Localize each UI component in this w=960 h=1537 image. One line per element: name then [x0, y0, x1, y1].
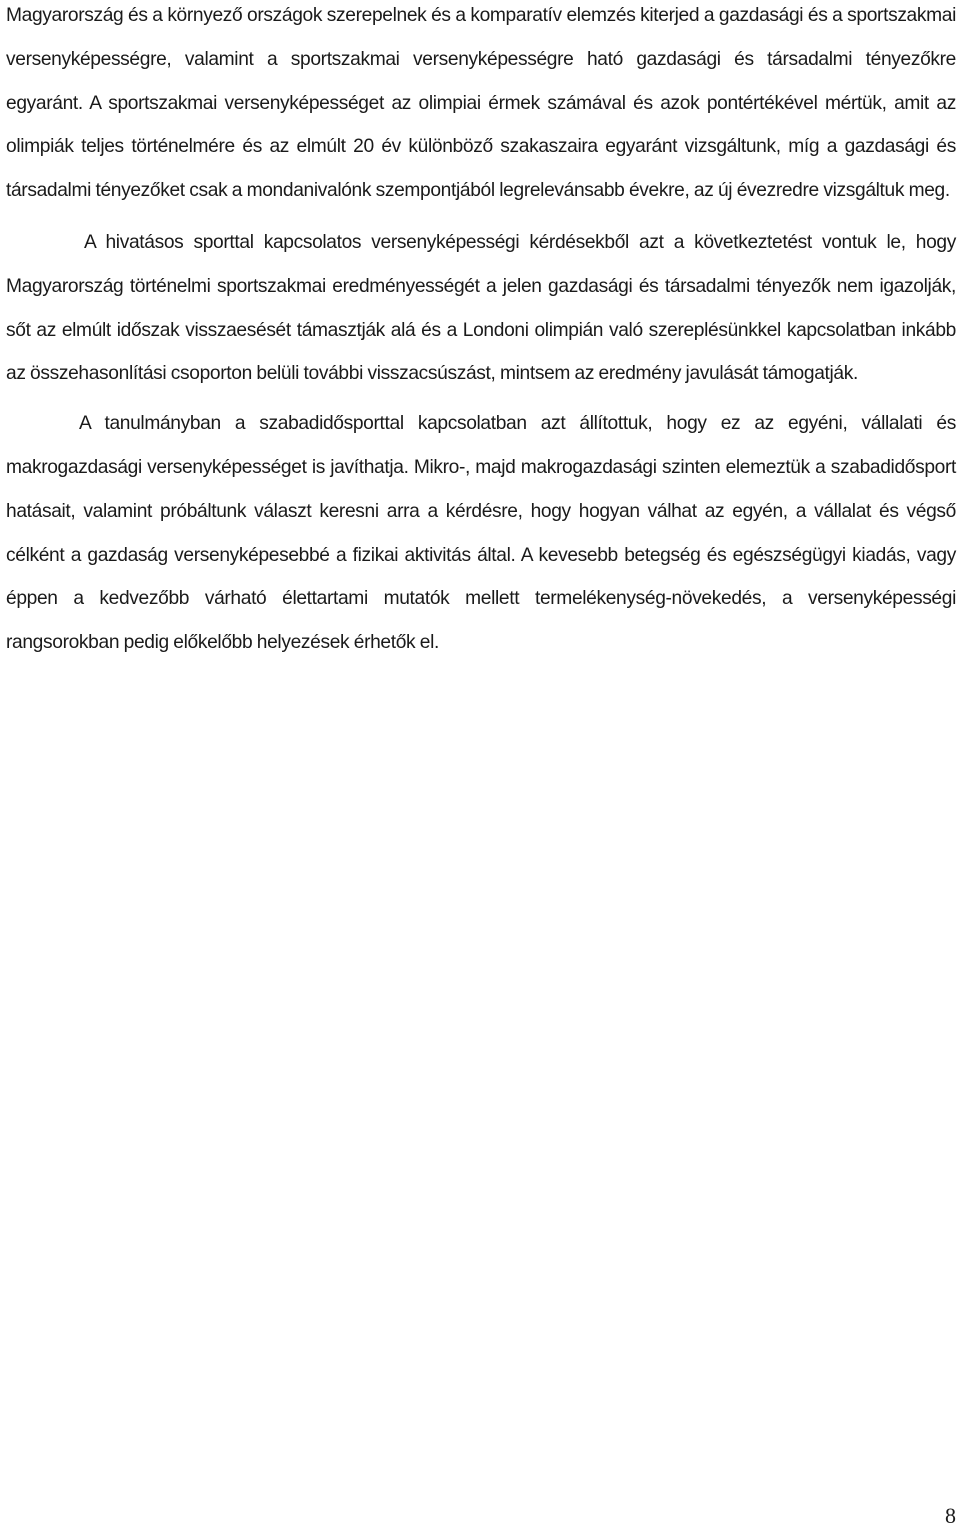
paragraph-2: A hivatásos sporttal kapcsolatos versenyképességi kérdésekből azt a következtetést vontuk le, hogy Magyarország történelmi sportszakmai eredményességét a jelen gazdasági és társadalmi tényezők nem igazolják, sőt az elmúlt időszak visszaesését támasztják alá és a Londoni olimpián való szereplésünkkel kapcsolatban inkább az összehasonlítási csoporton belüli további visszacsúszást, mintsem az eredmény javulását támogatják. — [6, 231, 956, 385]
page-number: 8 — [945, 1503, 956, 1528]
paragraph-3: A tanulmányban a szabadidősporttal kapcsolatban azt állítottuk, hogy ez az egyéni, vállalati és makrogazdasági versenyképességet is javíthatja. Mikro-, majd makrogazdasági szinten elemeztük a szabadidősport hatásait, valamint próbáltunk választ keresni arra a kérdésre, hogy hogyan válhat az egyén, a vállalat és végső célként a gazdaság versenyképesebbé a fizikai aktivitás által. A kevesebb betegség és egészségügyi kiadás, vagy éppen a kedvezőbb várható élettartami mutatók mellett termelékenység-növekedés, a versenyképességi rangsorokban pedig előkelőbb helyezések érhetők el. — [6, 413, 956, 654]
document-page — [6, 0, 956, 665]
paragraph-1: Magyarország és a környező országok szerepelnek és a komparatív elemzés kiterjed a gazdasági és a sportszakmai versenyképességre, valamint a sportszakmai versenyképességre ható gazdasági és társadalmi tényezőkre egyaránt. A sportszakmai versenyképességet az olimpiai érmek számával és azok pontértékével mértük, amit az olimpiák teljes történelmére és az elmúlt 20 év különböző szakaszaira egyaránt vizsgáltunk, míg a gazdasági és társadalmi tényezőket csak a mondanivalónk szempontjából legrelevánsabb évekre, az új évezredre vizsgáltuk meg. — [6, 5, 956, 202]
